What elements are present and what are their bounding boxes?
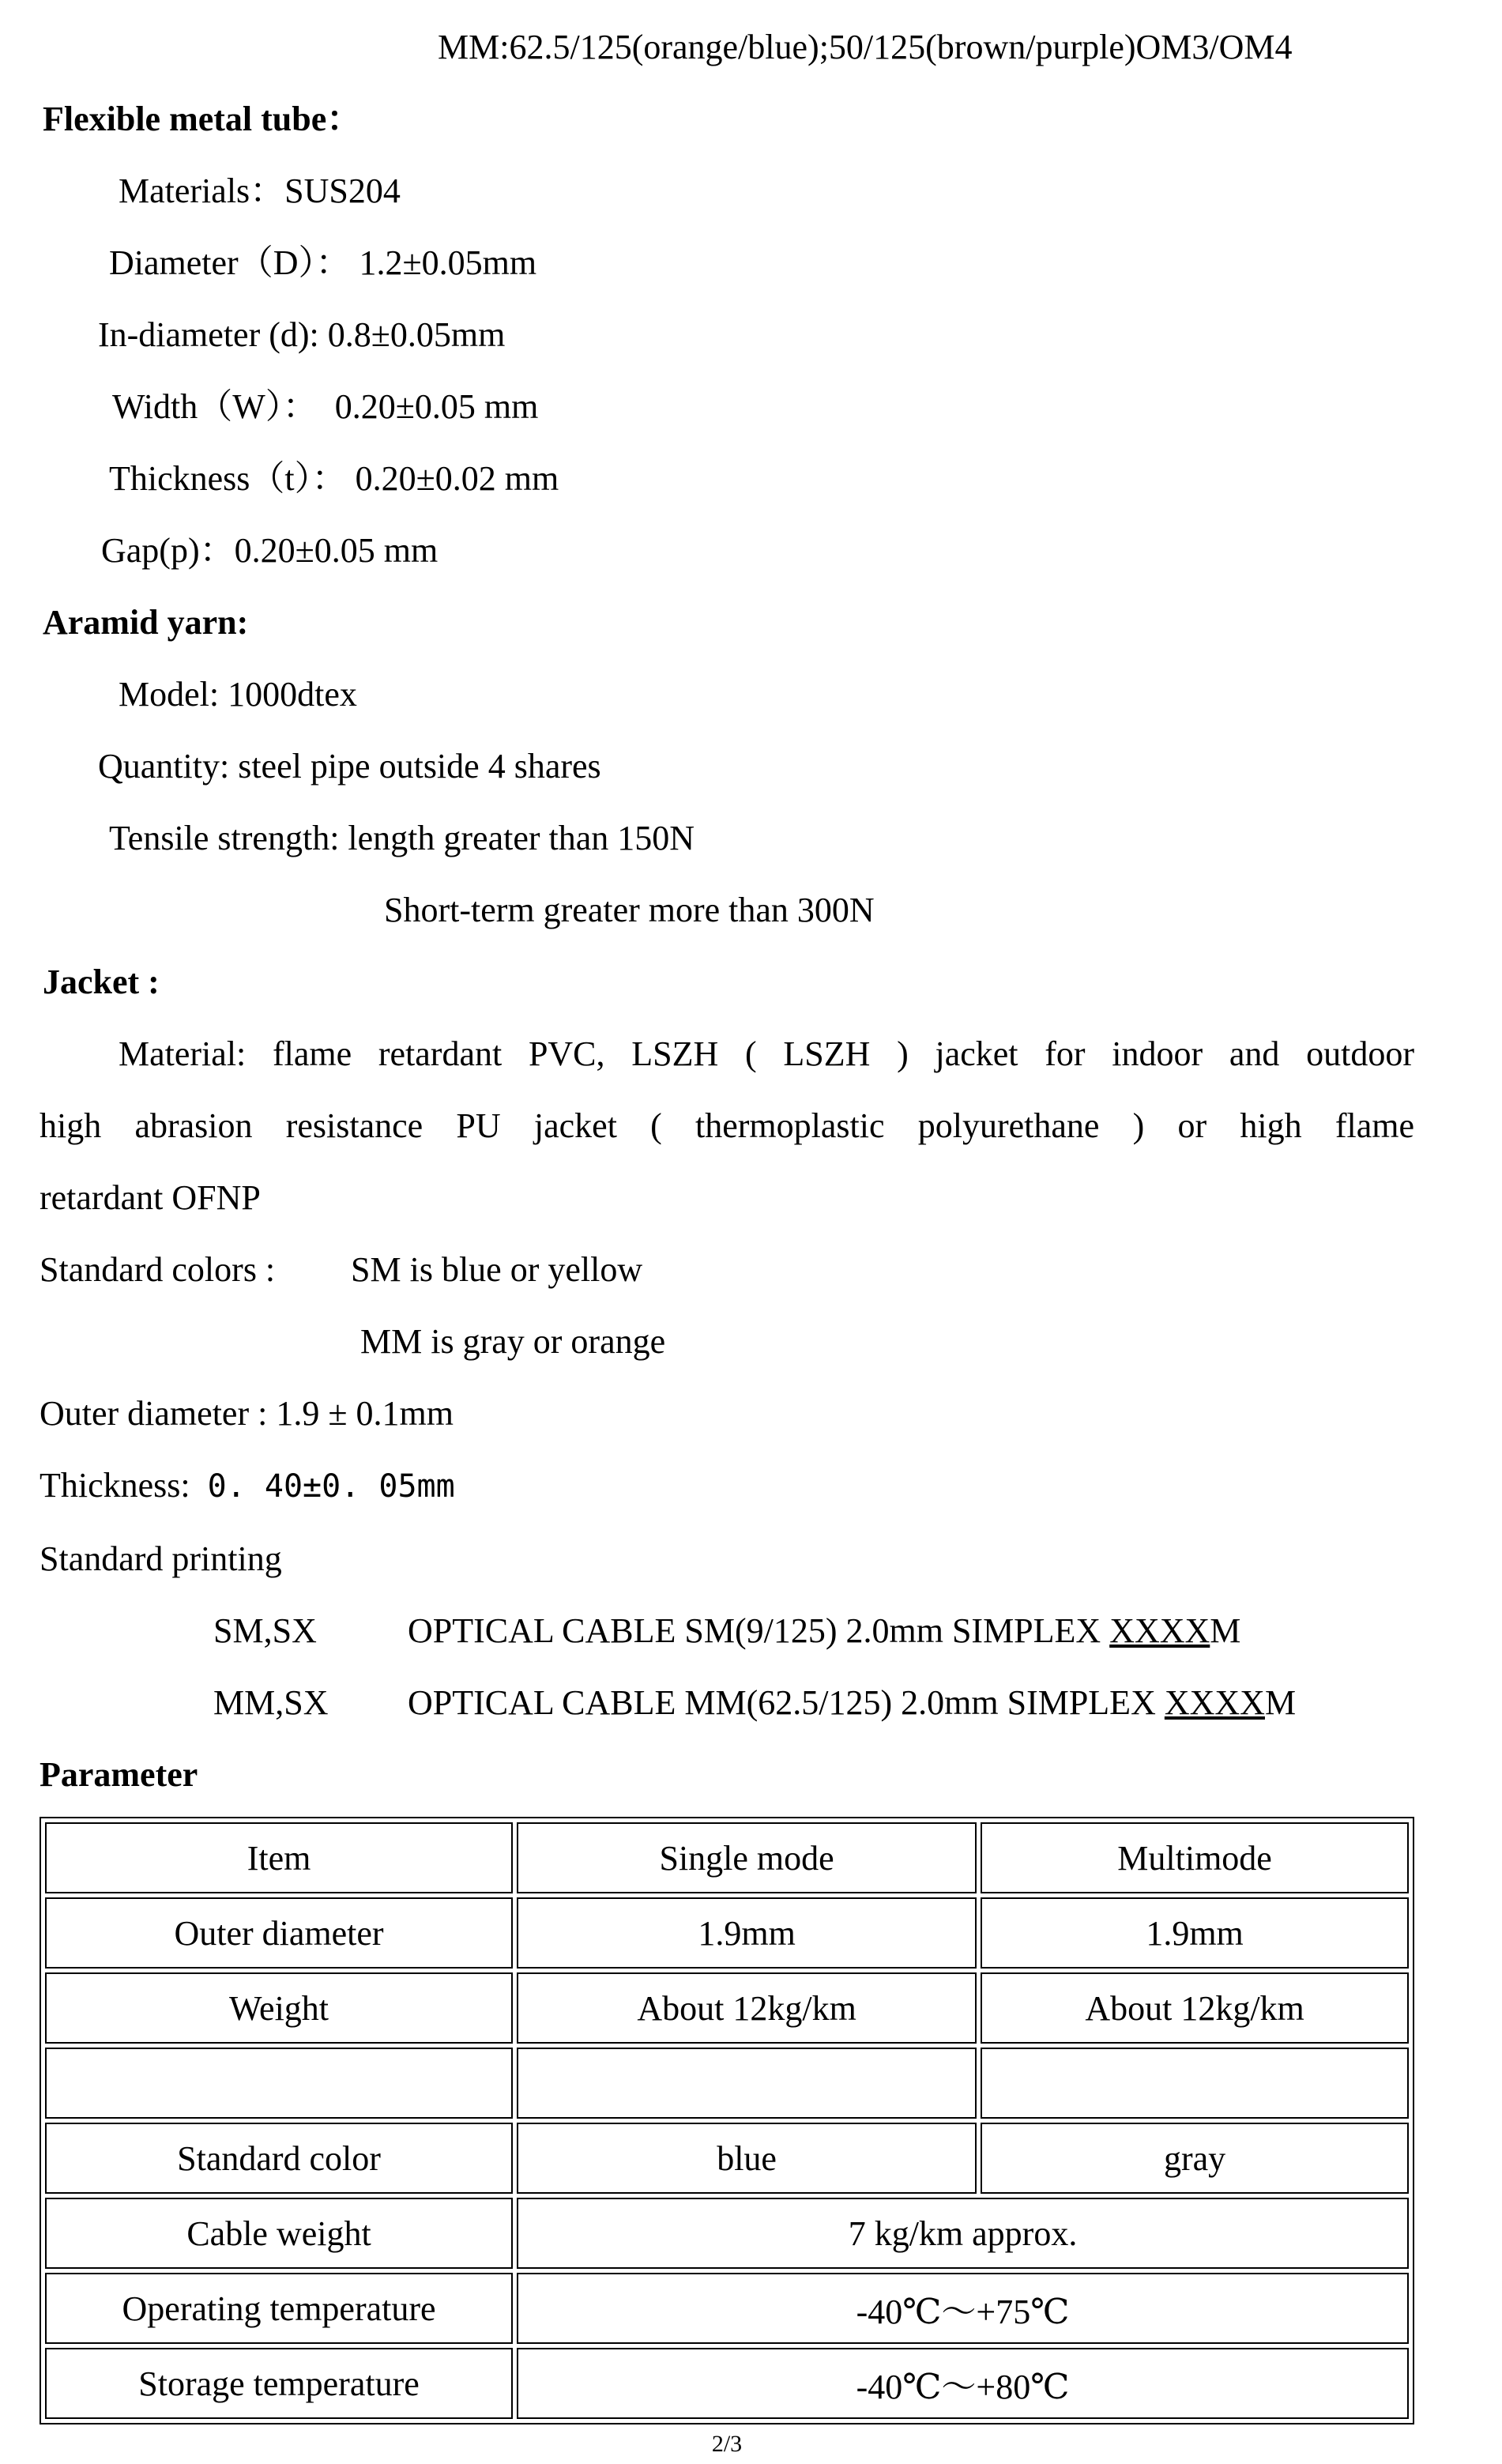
- table-header-item: Item: [45, 1822, 513, 1893]
- printing-text-sm-prefix: OPTICAL CABLE SM(9/125) 2.0mm SIMPLEX: [408, 1611, 1110, 1650]
- table-header-multimode: Multimode: [981, 1822, 1409, 1893]
- table-row-standard-color: [45, 2123, 1409, 2194]
- printing-row-sm: [40, 1595, 1414, 1667]
- table-header-single-mode: Single mode: [517, 1822, 977, 1893]
- printing-text-mm: [408, 1683, 1296, 1722]
- table-row-operating-temperature: [45, 2273, 1409, 2344]
- jacket-paragraph-line-1: Material: flame retardant PVC, LSZH ( LSZH ) jacket for indoor and outdoor: [119, 1034, 1414, 1073]
- table-row-weight: [45, 1972, 1409, 2044]
- printing-code-sm: SM,SX: [213, 1611, 317, 1650]
- printing-text-sm-underlined: XXXX: [1109, 1611, 1210, 1650]
- spec-line-gap: Gap(p)：0.20±0.05 mm: [101, 531, 439, 570]
- printing-text-mm-suffix: M: [1264, 1683, 1297, 1722]
- section-heading-jacket: Jacket :: [43, 963, 160, 1001]
- jacket-paragraph-line-2: high abrasion resistance PU jacket ( thermoplastic polyurethane ) or high flame: [40, 1106, 1414, 1145]
- table-header-row: [45, 1822, 1409, 1893]
- printing-row-mm: [40, 1667, 1414, 1739]
- section-heading-aramid-yarn: Aramid yarn:: [43, 603, 249, 642]
- jacket-thickness-value: 0. 40±0. 05mm: [207, 1468, 455, 1505]
- spec-line-tensile-short-term: Short-term greater more than 300N: [384, 891, 875, 929]
- spec-line-outer-diameter: Outer diameter : 1.9 ± 0.1mm: [40, 1394, 454, 1433]
- section-heading-standard-printing: Standard printing: [40, 1539, 282, 1578]
- spec-line-quantity: Quantity: steel pipe outside 4 shares: [98, 747, 601, 786]
- jacket-thickness-label: Thickness:: [40, 1466, 208, 1505]
- jacket-paragraph-line-3: retardant OFNP: [40, 1178, 261, 1217]
- standard-colors-line: [40, 1234, 1414, 1305]
- spec-line-in-diameter: In-diameter (d): 0.8±0.05mm: [98, 315, 506, 354]
- table-cell: About 12kg/km: [517, 1972, 977, 2044]
- table-cell: Outer diameter: [45, 1897, 513, 1969]
- printing-text-mm-underlined: XXXX: [1164, 1683, 1265, 1722]
- table-row-storage-temperature: [45, 2348, 1409, 2419]
- printing-text-mm-prefix: OPTICAL CABLE MM(62.5/125) 2.0mm SIMPLEX: [408, 1683, 1165, 1722]
- section-heading-parameter: Parameter: [40, 1755, 198, 1794]
- standard-colors-label: Standard colors :: [40, 1250, 276, 1289]
- table-cell: Cable weight: [45, 2198, 513, 2269]
- table-cell: Operating temperature: [45, 2273, 513, 2344]
- spec-line-materials: Materials：SUS204: [119, 171, 401, 210]
- table-row-outer-diameter: [45, 1897, 1409, 1969]
- table-cell: About 12kg/km: [981, 1972, 1409, 2044]
- table-cell: gray: [981, 2123, 1409, 2194]
- standard-colors-sm-value: SM is blue or yellow: [351, 1250, 643, 1289]
- section-heading-flexible-metal-tube: Flexible metal tube：: [43, 100, 362, 138]
- spec-line-tensile-strength: Tensile strength: length greater than 150N: [109, 819, 695, 857]
- table-cell: blue: [517, 2123, 977, 2194]
- page-number: 2/3: [711, 2431, 743, 2457]
- table-cell-merged: 7 kg/km approx.: [517, 2198, 1409, 2269]
- spec-line-model: Model: 1000dtex: [119, 675, 357, 714]
- printing-text-sm-suffix: M: [1210, 1611, 1241, 1650]
- printing-code-mm: MM,SX: [213, 1683, 329, 1722]
- spec-line-diameter: Diameter（D）： 1.2±0.05mm: [109, 243, 537, 282]
- table-cell: [45, 2048, 513, 2119]
- parameter-table: [40, 1817, 1414, 2424]
- table-cell: Standard color: [45, 2123, 513, 2194]
- table-row-empty: [45, 2048, 1409, 2119]
- spec-line-thickness-t: Thickness（t）： 0.20±0.02 mm: [109, 459, 559, 498]
- table-cell-merged: -40℃～+80℃: [517, 2348, 1409, 2419]
- table-row-cable-weight: [45, 2198, 1409, 2269]
- table-cell: Storage temperature: [45, 2348, 513, 2419]
- table-cell: 1.9mm: [981, 1897, 1409, 1969]
- standard-colors-mm-value: MM is gray or orange: [360, 1322, 666, 1361]
- table-cell: Weight: [45, 1972, 513, 2044]
- spec-line-jacket-thickness: [40, 1449, 1414, 1523]
- spec-line-width: Width（W）： 0.20±0.05 mm: [112, 387, 539, 426]
- table-cell: [517, 2048, 977, 2119]
- spec-line-mm-fiber-types: MM:62.5/125(orange/blue);50/125(brown/purple)OM3/OM4: [438, 28, 1293, 66]
- table-cell-merged: -40℃～+75℃: [517, 2273, 1409, 2344]
- printing-text-sm: [408, 1611, 1240, 1650]
- table-cell: [981, 2048, 1409, 2119]
- table-cell: 1.9mm: [517, 1897, 977, 1969]
